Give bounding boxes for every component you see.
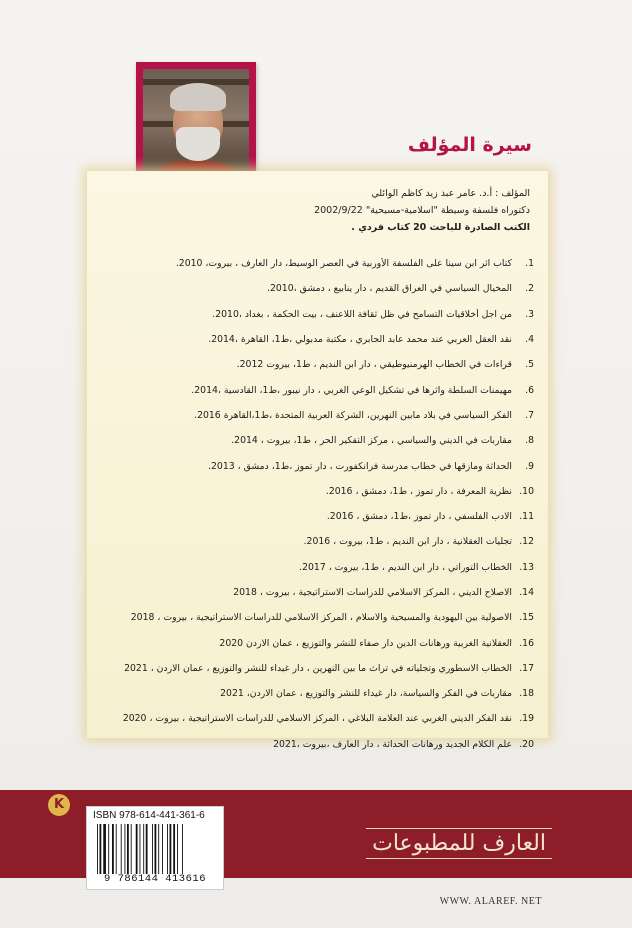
book-number: 5.	[525, 359, 534, 371]
book-number: 18.	[519, 688, 534, 700]
book-number: 8.	[525, 435, 534, 447]
barcode-bars	[97, 824, 213, 874]
book-number: 1.	[525, 258, 534, 270]
barcode-bar	[143, 824, 144, 874]
book-list-item	[104, 706, 534, 731]
book-list-item	[104, 529, 534, 554]
book-list-item	[104, 377, 534, 402]
barcode-bar	[140, 824, 141, 874]
book-list-item	[104, 656, 534, 681]
book-number: 12.	[519, 536, 534, 548]
publisher-emblem-icon: K	[48, 794, 70, 816]
book-title: كتاب اثر ابن سينا على الفلسفة الأوربية في العصر الوسيط، دار العارف ، بيروت، 2010.	[175, 258, 512, 270]
barcode-bar	[155, 824, 157, 874]
book-title: مقاربات في الديني والسياسي ، مركز التفكير الحر ، ط1، بيروت ، 2014.	[231, 435, 512, 447]
barcode-bar	[173, 824, 175, 874]
book-title: قراءات في الخطاب الهرمنيوطيقي ، دار ابن النديم ، ط1، بيروت 2012.	[236, 359, 512, 371]
book-title: العقلانية الغربية ورهانات الدين دار صفاء للنشر والتوزيع ، عمان الاردن 2020	[219, 637, 512, 649]
book-title: الحداثة ومازقها في خطاب مدرسة فرانكفورت ، دار تموز ،ط1، دمشق ، 2013.	[208, 460, 512, 472]
book-title: من اجل أخلاقيات التسامح في ظل ثقافة اللاعنف ، بيت الحكمة ، بغداد ،2010.	[212, 308, 512, 320]
book-list-item	[104, 630, 534, 655]
book-title: تجليات العقلانية ، دار ابن النديم ، ط1، بيروت ، 2016.	[303, 536, 512, 548]
book-list-item	[104, 327, 534, 352]
book-number: 10.	[519, 485, 534, 497]
book-title: الخطاب الاسطوري وتجلياته في تراث ما بين النهرين ، دار غيداء للنشر والتوزيع ، عمان الاردن ، 2021	[124, 662, 512, 674]
isbn-barcode	[86, 806, 224, 890]
publisher-website: WWW. ALAREF. NET	[439, 896, 542, 907]
book-title: مهيمنات السلطة واثرها في تشكيل الوعي الغربي ، دار نيبور ،ط1، القادسية ،2014.	[191, 384, 512, 396]
author-bio-box	[87, 171, 548, 750]
book-list-item	[104, 251, 534, 276]
portrait-hair	[170, 83, 226, 111]
author-name-line: المؤلف : أ.د. عامر عبد زيد كاظم الوائلي	[371, 188, 530, 199]
book-list-item	[104, 580, 534, 605]
book-number: 6.	[525, 384, 534, 396]
book-number: 11.	[519, 511, 534, 523]
barcode-bar	[182, 824, 183, 874]
book-number: 16.	[519, 637, 534, 649]
book-number: 14.	[519, 587, 534, 598]
book-title: نقد الفكر الديني الغربي عند العلامة البلاغي ، المركز الاسلامي للدراسات الاستراتيجية ، بيروت ، 2020	[122, 713, 512, 725]
book-number: 2.	[525, 283, 534, 295]
publisher-logo: العارف للمطبوعات	[366, 828, 552, 859]
barcode-bar	[97, 824, 98, 874]
book-title: الادب الفلسفي ، دار تموز ،ط1، دمشق ، 2016.	[326, 511, 512, 523]
barcode-bar	[158, 824, 159, 874]
book-list-item	[104, 681, 534, 706]
book-number: 15.	[519, 612, 534, 624]
barcode-bar	[136, 824, 138, 874]
book-number: 3.	[525, 308, 534, 320]
barcode-bar	[100, 824, 102, 874]
book-number: 4.	[525, 334, 534, 346]
barcode-bar	[167, 824, 168, 874]
book-list	[104, 251, 534, 757]
book-title: نظرية المعرفة ، دار تموز ، ط1، دمشق ، 2016.	[325, 485, 512, 497]
section-title: سيرة المؤلف	[407, 134, 532, 156]
book-list-item	[104, 555, 534, 580]
book-list-item	[104, 403, 534, 428]
barcode-bar	[146, 824, 148, 874]
book-title: الاصولية بين اليهودية والمسيحية والاسلام ، المركز الاسلامي للدراسات الاستراتيجية ، بيروت ، 2018	[130, 612, 512, 624]
book-list-item	[104, 732, 534, 757]
book-number: 19.	[519, 713, 534, 725]
book-list-item	[104, 605, 534, 630]
barcode-bar	[131, 824, 132, 874]
book-title: الاصلاح الديني ، المركز الاسلامي للدراسات الاستراتيجية ، بيروت ، 2018	[233, 587, 512, 598]
barcode-digits: 9 786144 413616	[103, 873, 206, 885]
book-list-item	[104, 302, 534, 327]
book-list-item	[104, 276, 534, 301]
isbn-number: ISBN 978-614-441-361-6	[93, 810, 205, 821]
book-title: نقد العقل العربي عند محمد عابد الجابري ، مكتبة مدبولي ،ط1، القاهرة ،2014.	[208, 334, 512, 346]
portrait-beard	[176, 127, 220, 161]
barcode-bar	[121, 824, 122, 874]
book-list-item	[104, 479, 534, 504]
bio-header	[110, 185, 530, 236]
book-title: الفكر السياسي في بلاد مابين النهرين، الشركة العربية المتحدة ،ط1،القاهرة 2016.	[194, 409, 512, 421]
book-list-item	[104, 352, 534, 377]
book-list-item	[104, 453, 534, 478]
barcode-bar	[112, 824, 114, 874]
book-number: 20.	[519, 738, 534, 750]
book-list-item	[104, 428, 534, 453]
barcode-bar	[177, 824, 178, 874]
book-title: المخيال السياسي في العراق القديم ، دار ينابيع ، دمشق ،2010.	[266, 283, 512, 295]
barcode-bar	[125, 824, 126, 874]
book-title: علم الكلام الجديد ورهانات الحداثة ، دار العارف ،بيروت ،2021	[273, 738, 512, 750]
book-title: الخطاب التوراتي ، دار ابن النديم ، ط1، بيروت ، 2017.	[299, 561, 512, 573]
barcode-bar	[170, 824, 172, 874]
barcode-bar	[152, 824, 153, 874]
doctorate-line: دكتوراه فلسفة وسيطة "اسلامية-مسيحية" 2002/9/22	[314, 205, 530, 216]
barcode-bar	[103, 824, 106, 874]
barcode-bar	[116, 824, 117, 874]
book-title: مقاربات في الفكر والسياسة، دار غيداء للنشر والتوزيع ، عمان الاردن، 2021	[220, 688, 512, 700]
book-number: 17.	[519, 662, 534, 674]
book-number: 9.	[525, 460, 534, 472]
book-number: 7.	[525, 409, 534, 421]
book-number: 13.	[519, 561, 534, 573]
barcode-bar	[162, 824, 163, 874]
barcode-bar	[127, 824, 129, 874]
barcode-bar	[108, 824, 109, 874]
books-heading: الكتب الصادرة للباحث 20 كتاب فردي .	[351, 222, 530, 233]
book-list-item	[104, 504, 534, 529]
